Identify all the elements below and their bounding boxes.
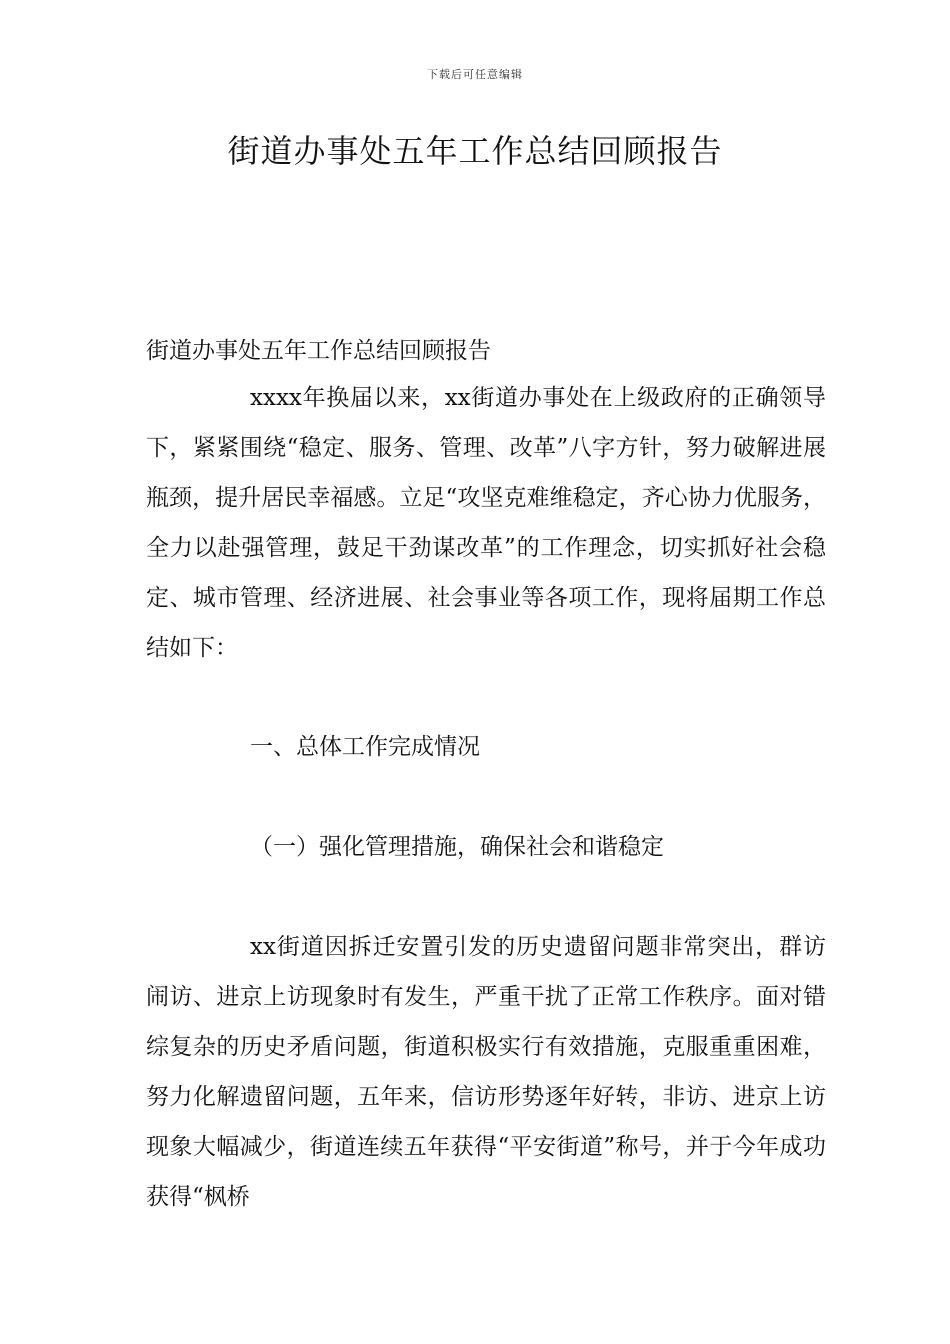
subsection-heading: （一）强化管理措施，确保社会和谐稳定 [250,834,664,860]
header-note: 下载后可任意编辑 [427,68,523,81]
document-title: 街道办事处五年工作总结回顾报告 [227,132,723,170]
section-heading: 一、总体工作完成情况 [250,734,480,760]
document-subtitle: 街道办事处五年工作总结回顾报告 [146,338,491,364]
intro-paragraph: xxxx年换届以来，xx街道办事处在上级政府的正确领导下，紧紧围绕“稳定、服务、管理、改革”八字方针，努力破解进展瓶颈，提升居民幸福感。立足“攻坚克难维稳定，齐心协力优服务，全力以赴强管理，鼓足干劲谋改革”的工作理念，切实抓好社会稳定、城市管理、经济进展、社会事业等各项工作，现将届期工作总结如下： [146,385,826,661]
body-paragraph: xx街道因拆迁安置引发的历史遗留问题非常突出，群访闹访、进京上访现象时有发生，严重干扰了正常工作秩序。面对错综复杂的历史矛盾问题，街道积极实行有效措施，克服重重困难，努力化解遗留问题，五年来，信访形势逐年好转，非访、进京上访现象大幅减少，街道连续五年获得“平安街道”称号，并于今年成功获得“枫桥 [146,934,826,1210]
